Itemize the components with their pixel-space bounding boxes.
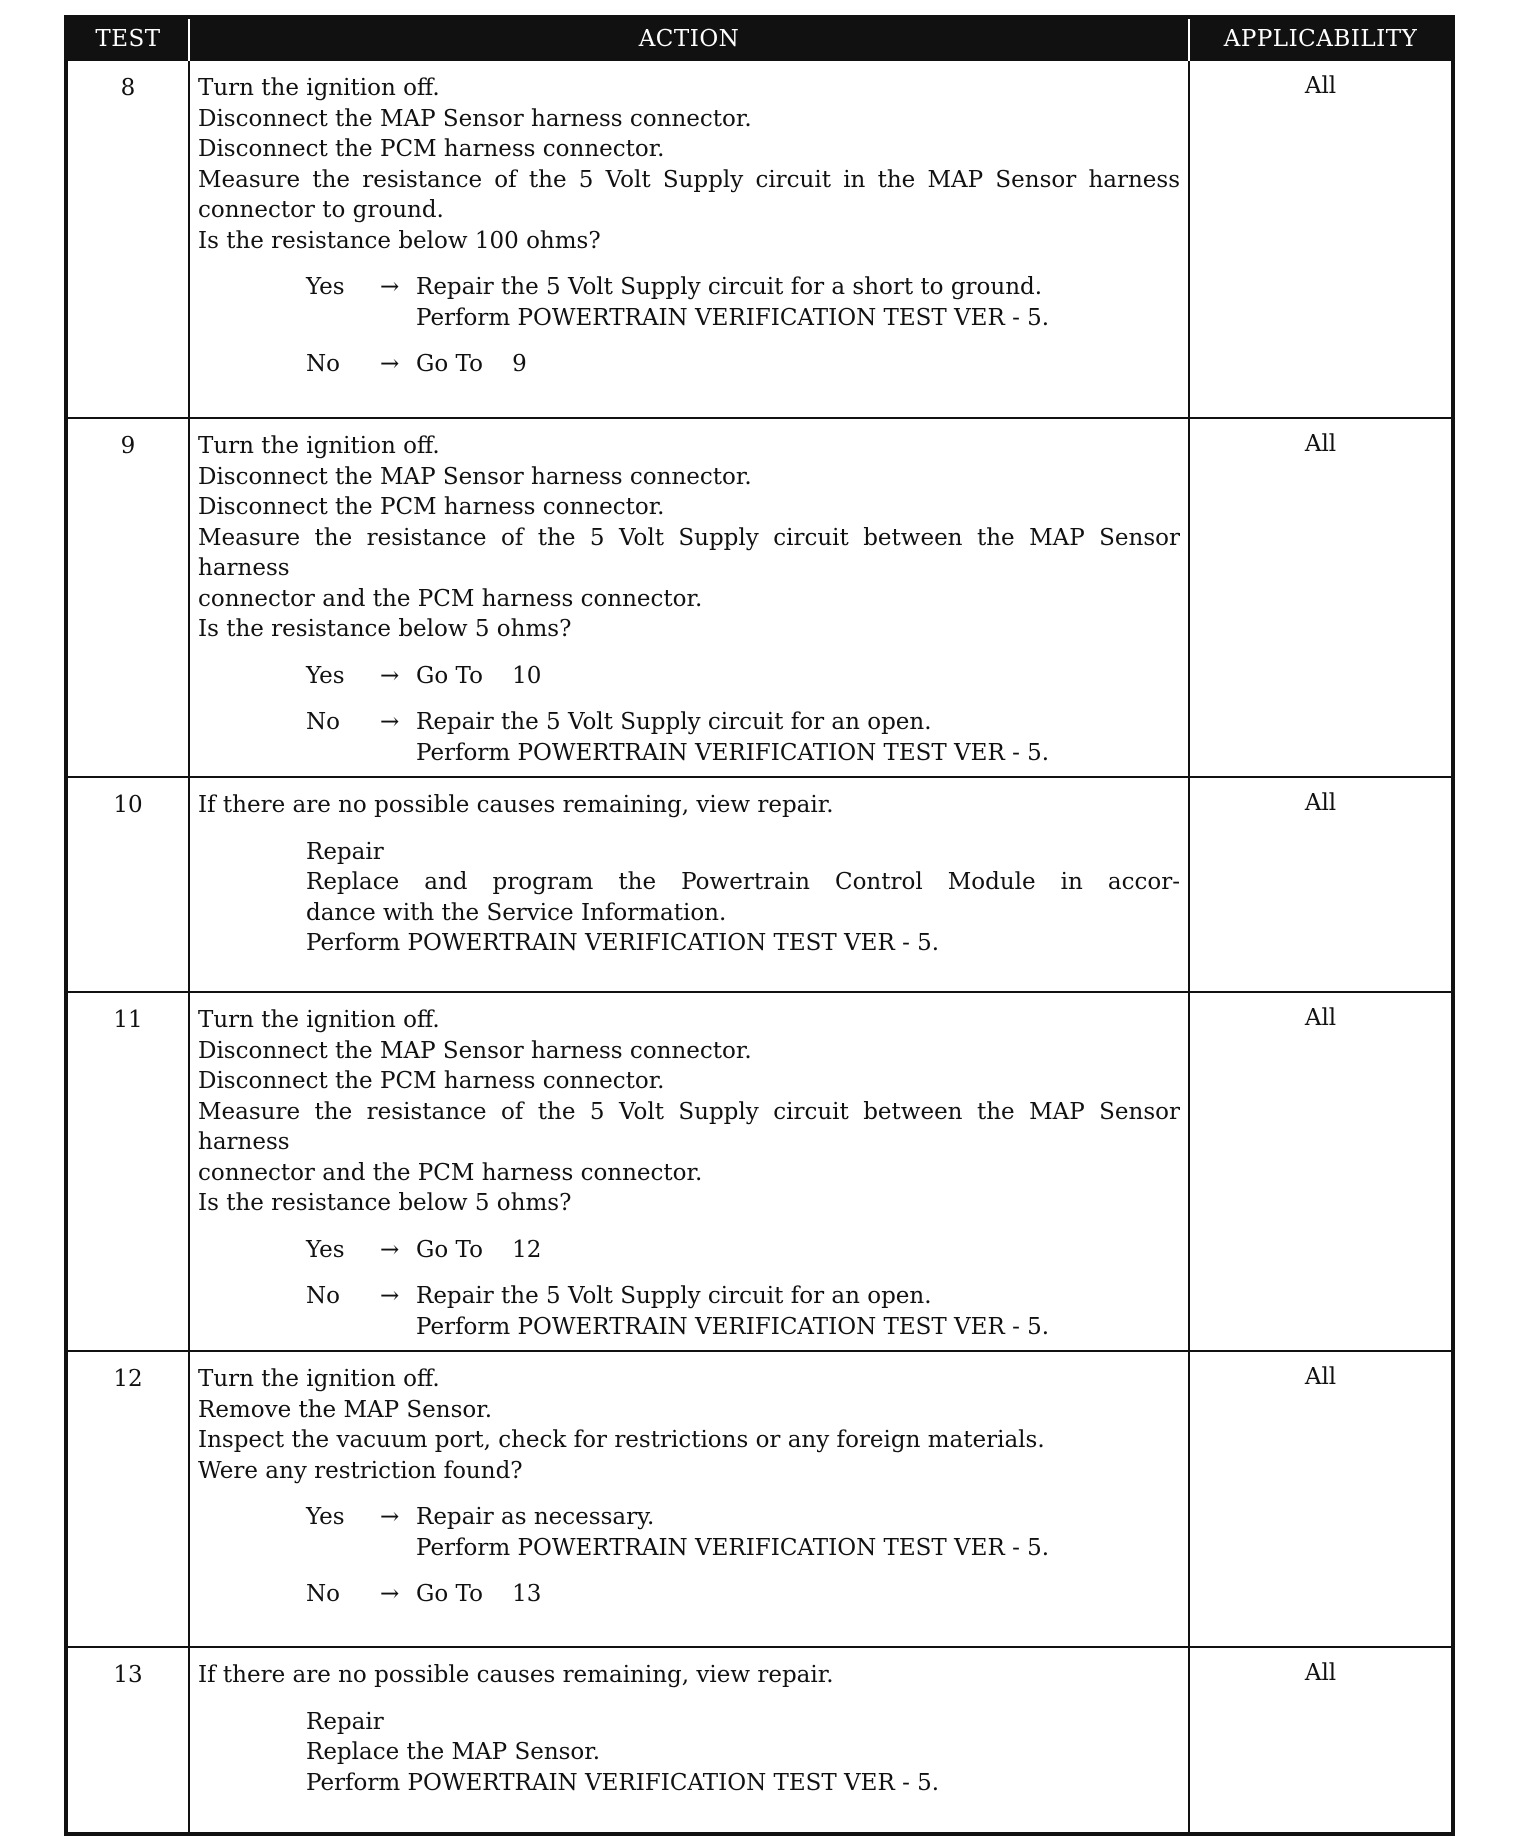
yes-result <box>416 272 1180 333</box>
result-line: Repair as necessary. <box>416 1504 655 1530</box>
test-number: 9 <box>66 418 189 777</box>
yes-response <box>198 1235 1180 1266</box>
action-cell <box>189 1351 1189 1647</box>
action-question: Is the resistance below 5 ohms? <box>198 616 572 642</box>
arrow-right-icon: → <box>380 274 400 300</box>
no-result <box>416 707 1180 768</box>
diagnostic-test-table <box>64 15 1455 1836</box>
action-line: Turn the ignition off. <box>198 1007 440 1033</box>
action-cell <box>189 60 1189 418</box>
arrow-right-icon: → <box>380 1283 400 1309</box>
action-cell <box>189 992 1189 1351</box>
table-row <box>66 777 1453 992</box>
repair-line: Perform POWERTRAIN VERIFICATION TEST VER - 5. <box>306 1769 940 1796</box>
repair-label: Repair <box>306 1708 384 1735</box>
action-line: If there are no possible causes remaining, view repair. <box>198 792 834 818</box>
applicability-cell: All <box>1189 60 1453 418</box>
arrow-right-icon: → <box>380 1236 400 1263</box>
test-number: 13 <box>66 1647 189 1834</box>
result-line: Repair the 5 Volt Supply circuit for an open. <box>416 1283 932 1309</box>
result-line: Perform POWERTRAIN VERIFICATION TEST VER - 5. <box>416 1313 1050 1340</box>
action-line: Inspect the vacuum port, check for restrictions or any foreign materials. <box>198 1427 1045 1453</box>
action-line: Measure the resistance of the 5 Volt Supply circuit between the MAP Sensor harness <box>198 524 1180 581</box>
no-label: No <box>306 1283 340 1309</box>
repair-line: Replace and program the Powertrain Control Module in accor- <box>306 869 1180 895</box>
table-row <box>66 60 1453 418</box>
table-row <box>66 418 1453 777</box>
yes-result <box>416 1235 1180 1266</box>
action-line: Turn the ignition off. <box>198 75 440 101</box>
yes-response <box>198 1502 1180 1563</box>
action-question: Is the resistance below 100 ohms? <box>198 227 601 254</box>
action-line: Turn the ignition off. <box>198 1366 440 1392</box>
yes-label: Yes <box>306 274 345 300</box>
action-line: Measure the resistance of the 5 Volt Supply circuit in the MAP Sensor harness <box>198 166 1180 193</box>
yes-label: Yes <box>306 662 345 689</box>
action-cell <box>189 418 1189 777</box>
diagnostic-test-table-sheet <box>64 15 1451 1836</box>
no-label: No <box>306 709 340 735</box>
yes-response <box>198 661 1180 692</box>
goto-link[interactable]: Go To 9 <box>416 351 527 377</box>
no-response <box>198 707 1180 768</box>
result-line: Perform POWERTRAIN VERIFICATION TEST VER - 5. <box>416 304 1050 331</box>
action-line: Remove the MAP Sensor. <box>198 1396 493 1423</box>
result-line: Repair the 5 Volt Supply circuit for an open. <box>416 709 932 735</box>
action-line: Turn the ignition off. <box>198 433 440 459</box>
header-action: ACTION <box>189 17 1189 60</box>
no-response <box>198 1579 1180 1610</box>
test-number: 11 <box>66 992 189 1351</box>
header-applicability: APPLICABILITY <box>1189 17 1453 60</box>
arrow-right-icon: → <box>380 1581 400 1607</box>
action-question: Is the resistance below 5 ohms? <box>198 1190 572 1216</box>
result-line: Perform POWERTRAIN VERIFICATION TEST VER - 5. <box>416 1534 1050 1561</box>
table-header-row <box>66 17 1453 60</box>
no-result <box>416 349 1180 380</box>
table-row <box>66 1647 1453 1834</box>
no-result <box>416 1579 1180 1610</box>
table-row <box>66 992 1453 1351</box>
yes-result <box>416 661 1180 692</box>
action-cell <box>189 1647 1189 1834</box>
action-line: connector to ground. <box>198 197 444 223</box>
yes-label: Yes <box>306 1236 345 1263</box>
repair-line: Replace the MAP Sensor. <box>306 1739 601 1765</box>
action-line: If there are no possible causes remaining, view repair. <box>198 1662 834 1688</box>
action-line: Disconnect the PCM harness connector. <box>198 136 665 162</box>
action-line: connector and the PCM harness connector. <box>198 1159 703 1186</box>
applicability-cell: All <box>1189 1351 1453 1647</box>
action-line: Measure the resistance of the 5 Volt Supply circuit between the MAP Sensor harness <box>198 1098 1180 1155</box>
yes-result <box>416 1502 1180 1563</box>
arrow-right-icon: → <box>380 662 400 689</box>
no-label: No <box>306 351 340 377</box>
result-line: Perform POWERTRAIN VERIFICATION TEST VER - 5. <box>416 739 1050 766</box>
arrow-right-icon: → <box>380 709 400 735</box>
applicability-cell: All <box>1189 1647 1453 1834</box>
header-test: TEST <box>66 17 189 60</box>
no-response <box>198 1281 1180 1342</box>
no-label: No <box>306 1581 340 1607</box>
applicability-cell: All <box>1189 777 1453 992</box>
test-number: 10 <box>66 777 189 992</box>
test-number: 8 <box>66 60 189 418</box>
action-line: Disconnect the PCM harness connector. <box>198 494 665 520</box>
applicability-cell: All <box>1189 418 1453 777</box>
repair-label: Repair <box>306 838 384 865</box>
no-result <box>416 1281 1180 1342</box>
repair-line: dance with the Service Information. <box>306 899 727 926</box>
table-row <box>66 1351 1453 1647</box>
repair-line: Perform POWERTRAIN VERIFICATION TEST VER - 5. <box>306 930 940 956</box>
action-line: connector and the PCM harness connector. <box>198 585 703 612</box>
action-question: Were any restriction found? <box>198 1457 523 1484</box>
action-cell <box>189 777 1189 992</box>
goto-link[interactable]: Go To 12 <box>416 1236 542 1263</box>
no-response <box>198 349 1180 380</box>
repair-instructions <box>198 867 1180 959</box>
test-number: 12 <box>66 1351 189 1647</box>
action-line: Disconnect the PCM harness connector. <box>198 1068 665 1094</box>
arrow-right-icon: → <box>380 1504 400 1530</box>
repair-instructions <box>198 1737 1180 1798</box>
action-line: Disconnect the MAP Sensor harness connector. <box>198 1037 752 1064</box>
action-line: Disconnect the MAP Sensor harness connector. <box>198 105 752 132</box>
action-line: Disconnect the MAP Sensor harness connector. <box>198 463 752 490</box>
applicability-cell: All <box>1189 992 1453 1351</box>
result-line: Repair the 5 Volt Supply circuit for a short to ground. <box>416 274 1043 300</box>
yes-response <box>198 272 1180 333</box>
goto-link[interactable]: Go To 10 <box>416 662 542 689</box>
goto-link[interactable]: Go To 13 <box>416 1581 542 1607</box>
arrow-right-icon: → <box>380 351 400 377</box>
yes-label: Yes <box>306 1504 345 1530</box>
